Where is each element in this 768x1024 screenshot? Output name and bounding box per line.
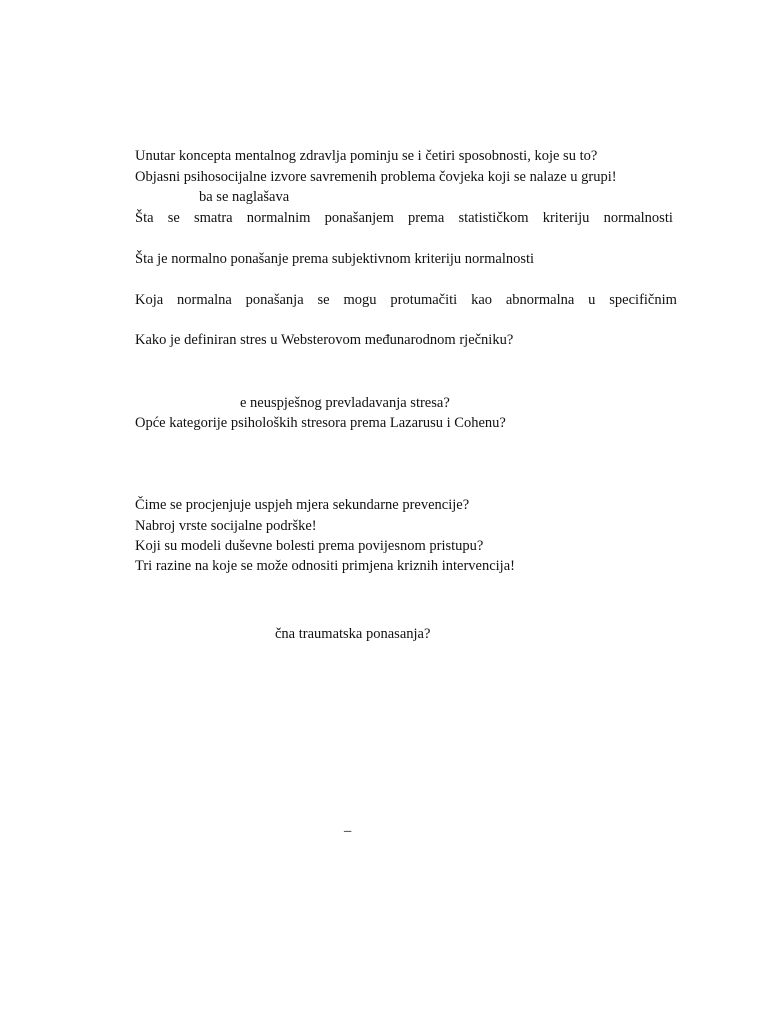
underscore-mark: _ xyxy=(344,818,352,834)
text-line-6 xyxy=(135,290,677,310)
text-line-2: Objasni psihosocijalne izvore savremenih problema čovjeka koji se nalaze u grupi! xyxy=(135,169,617,185)
text-line-14: čna traumatska ponasanja? xyxy=(275,626,431,642)
word: mogu xyxy=(343,292,377,308)
word: u xyxy=(588,292,596,308)
text-line-11: Nabroj vrste socijalne podrške! xyxy=(135,518,317,534)
word: se xyxy=(167,210,180,226)
text-line-3: ba se naglašava xyxy=(199,189,290,205)
text-line-8: e neuspješnog prevladavanja stresa? xyxy=(240,395,450,411)
word: ponašanja xyxy=(245,292,304,308)
word: se xyxy=(317,292,330,308)
text-line-10: Čime se procjenjuje uspjeh mjera sekundarne prevencije? xyxy=(135,497,470,513)
text-line-7: Kako je definiran stres u Websterovom međunarodnom rječniku? xyxy=(135,332,514,348)
text-line-4 xyxy=(135,208,673,228)
word: statističkom xyxy=(458,210,529,226)
word: protumačiti xyxy=(390,292,458,308)
word: smatra xyxy=(193,210,233,226)
text-line-1: Unutar koncepta mentalnog zdravlja pominju se i četiri sposobnosti, koje su to? xyxy=(135,148,598,164)
word: normalna xyxy=(177,292,232,308)
word: prema xyxy=(408,210,445,226)
word: ponašanjem xyxy=(324,210,394,226)
word: normalnosti xyxy=(603,210,673,226)
word: kao xyxy=(471,292,492,308)
word: kriteriju xyxy=(542,210,590,226)
text-line-13: Tri razine na koje se može odnositi primjena kriznih intervencija! xyxy=(135,558,515,574)
text-line-12: Koji su modeli duševne bolesti prema povijesnom pristupu? xyxy=(135,538,484,554)
word: specifičnim xyxy=(609,292,677,308)
text-line-5: Šta je normalno ponašanje prema subjektivnom kriteriju normalnosti xyxy=(135,251,535,267)
word: abnormalna xyxy=(505,292,575,308)
text-line-9: Opće kategorije psiholoških stresora prema Lazarusu i Cohenu? xyxy=(135,415,506,431)
word: Koja xyxy=(135,292,164,308)
word: Šta xyxy=(135,210,154,226)
word: normalnim xyxy=(246,210,311,226)
